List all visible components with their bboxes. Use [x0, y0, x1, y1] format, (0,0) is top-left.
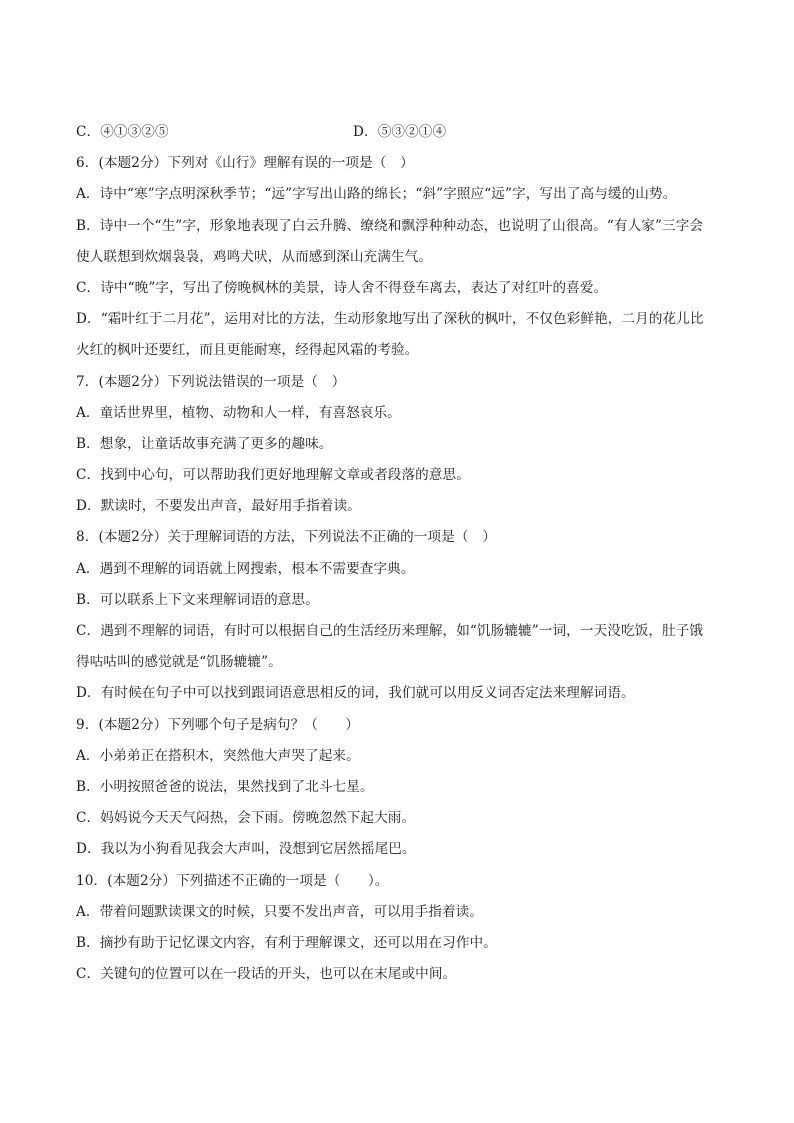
q6-option-d-line2: 火红的枫叶还要红，而且更能耐寒，经得起风霜的考验。 [76, 342, 419, 359]
q8-stem: 8．(本题2分）关于理解词语的方法，下列说法不正确的一项是（ ） [76, 529, 497, 546]
q9-option-a: A．小弟弟正在搭积木，突然他大声哭了起来。 [76, 747, 360, 764]
q6-option-d-line1: D．“霜叶红于二月花”，运用对比的方法，生动形象地写出了深秋的枫叶，不仅色彩鲜艳，二月的花儿比 [76, 311, 704, 328]
q9-option-d: D．我以为小狗看见我会大声叫，没想到它居然摇尾巴。 [76, 841, 416, 858]
q10-option-b: B．摘抄有助于记忆课文内容，有利于理解课文，还可以用在习作中。 [76, 934, 497, 951]
q10-stem: 10．(本题2分）下列描述不正确的一项是（ ）。 [76, 872, 389, 889]
q9-option-c: C．妈妈说今天天气闷热，会下雨。傍晚忽然下起大雨。 [76, 810, 416, 827]
q8-option-c-line1: C．遇到不理解的词语，有时可以根据自己的生活经历来理解，如“饥肠辘辘”一词，一天没吃饭，肚子饿 [76, 623, 704, 639]
q6-option-b-line2: 使人联想到炊烟袅袅，鸡鸣犬吠，从而感到深山充满生气。 [76, 248, 433, 265]
q5-option-d: D．⑤③②①④ [353, 124, 447, 140]
q7-stem: 7．(本题2分）下列说法错误的一项是（ ） [76, 373, 346, 390]
q6-option-b-line1: B．诗中一个“生”字，形象地表现了白云升腾、缭绕和飘浮种种动态，也说明了山很高。“有人家”三字会 [76, 217, 704, 234]
q7-option-d: D．默读时，不要发出声音，最好用手指着读。 [76, 498, 361, 515]
question-list [76, 117, 726, 990]
q6-stem: 6．(本题2分）下列对《山行》理解有误的一项是（ ） [76, 155, 414, 172]
q8-option-b: B．可以联系上下文来理解词语的意思。 [76, 591, 319, 608]
q10-option-c: C．关键句的位置可以在一段话的开头，也可以在末尾或中间。 [76, 966, 457, 983]
q9-stem: 9．(本题2分）下列哪个句子是病句？（ ） [76, 716, 360, 733]
q8-option-a: A．遇到不理解的词语就上网搜索，根本不需要查字典。 [76, 560, 415, 577]
q5-option-c: C．④①③②⑤ [76, 124, 169, 140]
q5-options-cd [76, 117, 726, 148]
q7-option-c: C．找到中心句，可以帮助我们更好地理解文章或者段落的意思。 [76, 467, 470, 484]
q9-option-b: B．小明按照爸爸的说法，果然找到了北斗七星。 [76, 778, 374, 795]
q6-option-a: A．诗中“寒”字点明深秋季节；“远”字写出山路的绵长；“斜”字照应“远”字，写出了高与缓的山势。 [76, 186, 677, 203]
q10-option-a: A．带着问题默读课文的时候，只要不发出声音，可以用手指着读。 [76, 903, 484, 920]
q8-option-c-line2: 得咕咕叫的感觉就是“饥肠辘辘”。 [76, 654, 282, 671]
q7-option-b: B．想象，让童话故事充满了更多的趣味。 [76, 435, 333, 452]
q6-option-c: C．诗中“晚”字，写出了傍晚枫林的美景，诗人舍不得登车离去，表达了对红叶的喜爱。 [76, 279, 608, 296]
q8-option-d: D．有时候在句子中可以找到跟词语意思相反的词，我们就可以用反义词否定法来理解词语。 [76, 685, 635, 702]
q7-option-a: A．童话世界里，植物、动物和人一样，有喜怒哀乐。 [76, 404, 401, 421]
